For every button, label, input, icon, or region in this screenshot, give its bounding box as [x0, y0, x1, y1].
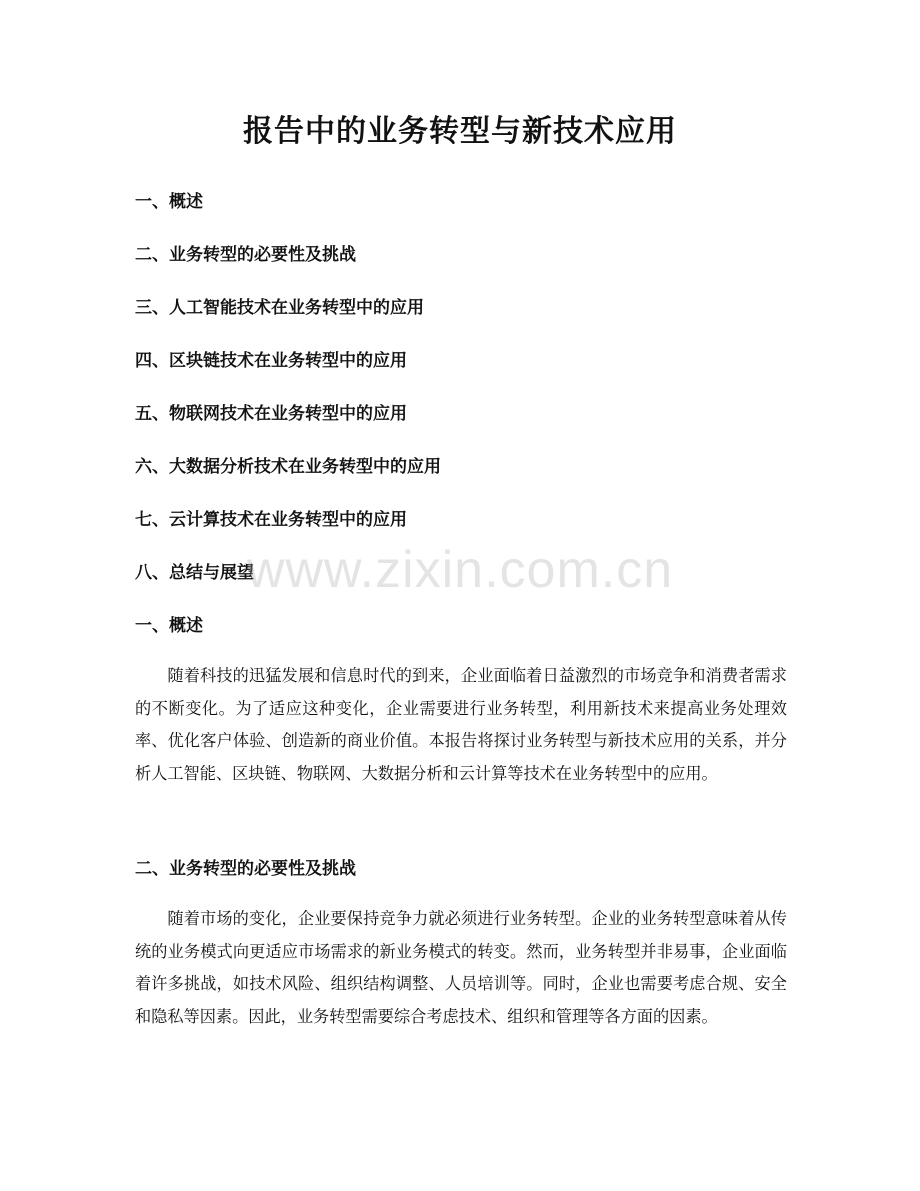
- toc-item: 七、云计算技术在业务转型中的应用: [135, 510, 407, 530]
- section-paragraph: 随着科技的迅猛发展和信息时代的到来，企业面临着日益激烈的市场竞争和消费者需求的不断变化。为了适应这种变化，企业需要进行业务转型，利用新技术来提高业务处理效率、优化客户体验、创造新的商业价值。本报告将探讨业务转型与新技术应用的关系，并分析人工智能、区块链、物联网、大数据分析和云计算等技术在业务转型中的应用。: [135, 666, 787, 783]
- section-heading: 二、业务转型的必要性及挑战: [135, 859, 356, 879]
- toc-item: 一、概述: [135, 192, 203, 212]
- section-paragraph: 随着市场的变化，企业要保持竞争力就必须进行业务转型。企业的业务转型意味着从传统的业务模式向更适应市场需求的新业务模式的转变。然而，业务转型并非易事，企业面临着许多挑战，如技术风险、组织结构调整、人员培训等。同时，企业也需要考虑合规、安全和隐私等因素。因此，业务转型需要综合考虑技术、组织和管理等各方面的因素。: [135, 909, 787, 1026]
- section-heading: 一、概述: [135, 616, 203, 636]
- toc-item: 六、大数据分析技术在业务转型中的应用: [135, 457, 441, 477]
- document-title: 报告中的业务转型与新技术应用: [243, 114, 677, 149]
- watermark: www.zixin.com.cn: [246, 541, 674, 599]
- toc-item: 八、总结与展望: [135, 563, 254, 583]
- toc-item: 三、人工智能技术在业务转型中的应用: [135, 298, 424, 318]
- toc-item: 四、区块链技术在业务转型中的应用: [135, 351, 407, 371]
- toc-item: 二、业务转型的必要性及挑战: [135, 245, 356, 265]
- toc-item: 五、物联网技术在业务转型中的应用: [135, 404, 407, 424]
